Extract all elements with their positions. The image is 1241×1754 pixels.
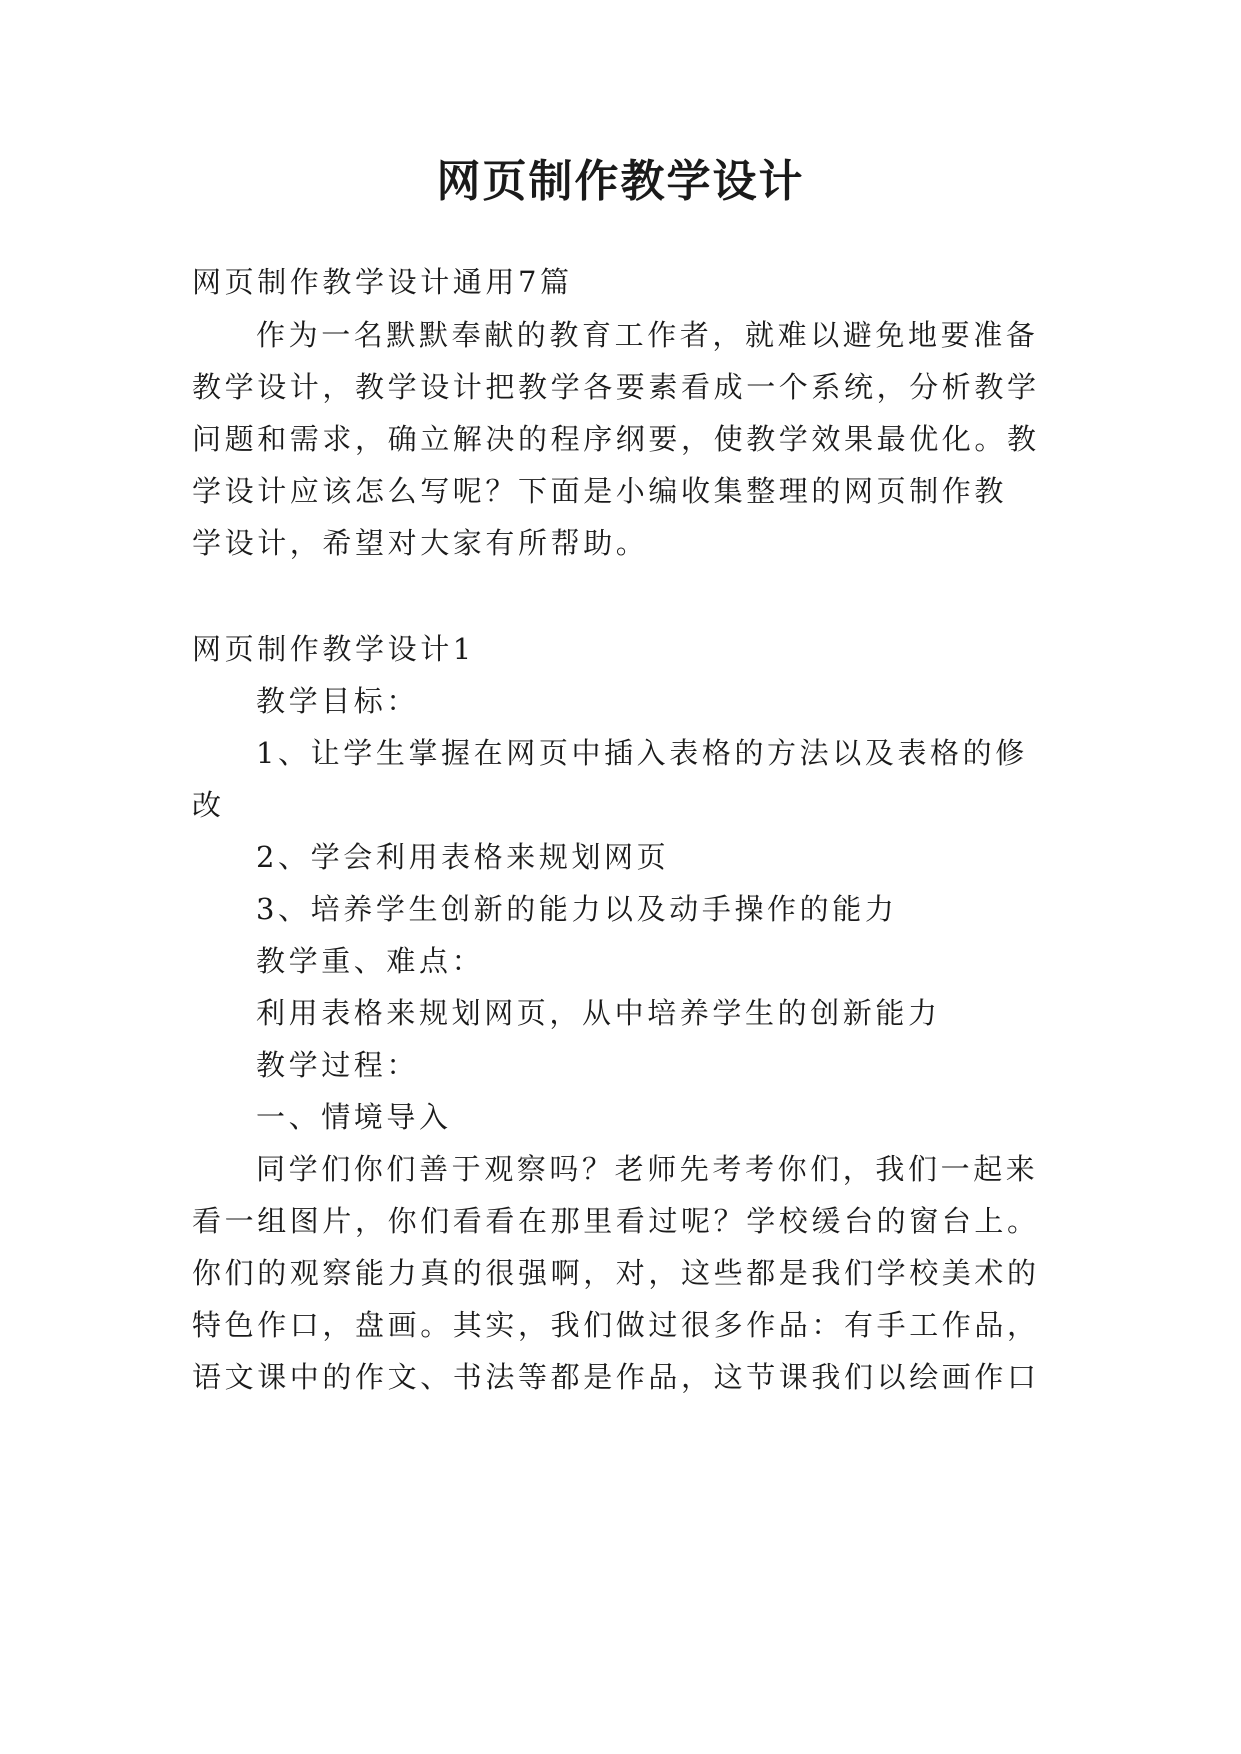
section-line: 特色作口，盘画。其实，我们做过很多作品：有手工作品， bbox=[192, 1308, 1040, 1342]
section-line: 教学重、难点： bbox=[256, 944, 485, 978]
document-subtitle: 网页制作教学设计通用7篇 bbox=[192, 265, 573, 299]
section-line: 教学过程： bbox=[256, 1048, 420, 1082]
intro-line: 学设计，希望对大家有所帮助。 bbox=[192, 526, 649, 560]
section-line: 3、培养学生创新的能力以及动手操作的能力 bbox=[256, 892, 898, 926]
section-line: 同学们你们善于观察吗？老师先考考你们，我们一起来 bbox=[256, 1152, 1039, 1186]
section-line: 教学目标： bbox=[256, 684, 420, 718]
document-title: 网页制作教学设计 bbox=[436, 156, 805, 207]
section-line: 语文课中的作文、书法等都是作品，这节课我们以绘画作口 bbox=[192, 1360, 1040, 1394]
intro-line: 作为一名默默奉献的教育工作者，就难以避免地要准备 bbox=[256, 318, 1039, 352]
section-line: 1、让学生掌握在网页中插入表格的方法以及表格的修 bbox=[256, 736, 1028, 770]
section-line: 2、学会利用表格来规划网页 bbox=[256, 840, 670, 874]
intro-line: 问题和需求，确立解决的程序纲要，使教学效果最优化。教 bbox=[192, 422, 1040, 456]
section-line: 利用表格来规划网页，从中培养学生的创新能力 bbox=[256, 996, 941, 1030]
section-line: 看一组图片，你们看看在那里看过呢？学校缓台的窗台上。 bbox=[192, 1204, 1040, 1238]
section-line: 改 bbox=[192, 788, 225, 822]
section-heading: 网页制作教学设计1 bbox=[192, 632, 475, 666]
intro-line: 教学设计，教学设计把教学各要素看成一个系统，分析教学 bbox=[192, 370, 1040, 404]
intro-line: 学设计应该怎么写呢？下面是小编收集整理的网页制作教 bbox=[192, 474, 1008, 508]
section-line: 一、情境导入 bbox=[256, 1100, 452, 1134]
section-line: 你们的观察能力真的很强啊，对，这些都是我们学校美术的 bbox=[192, 1256, 1040, 1290]
